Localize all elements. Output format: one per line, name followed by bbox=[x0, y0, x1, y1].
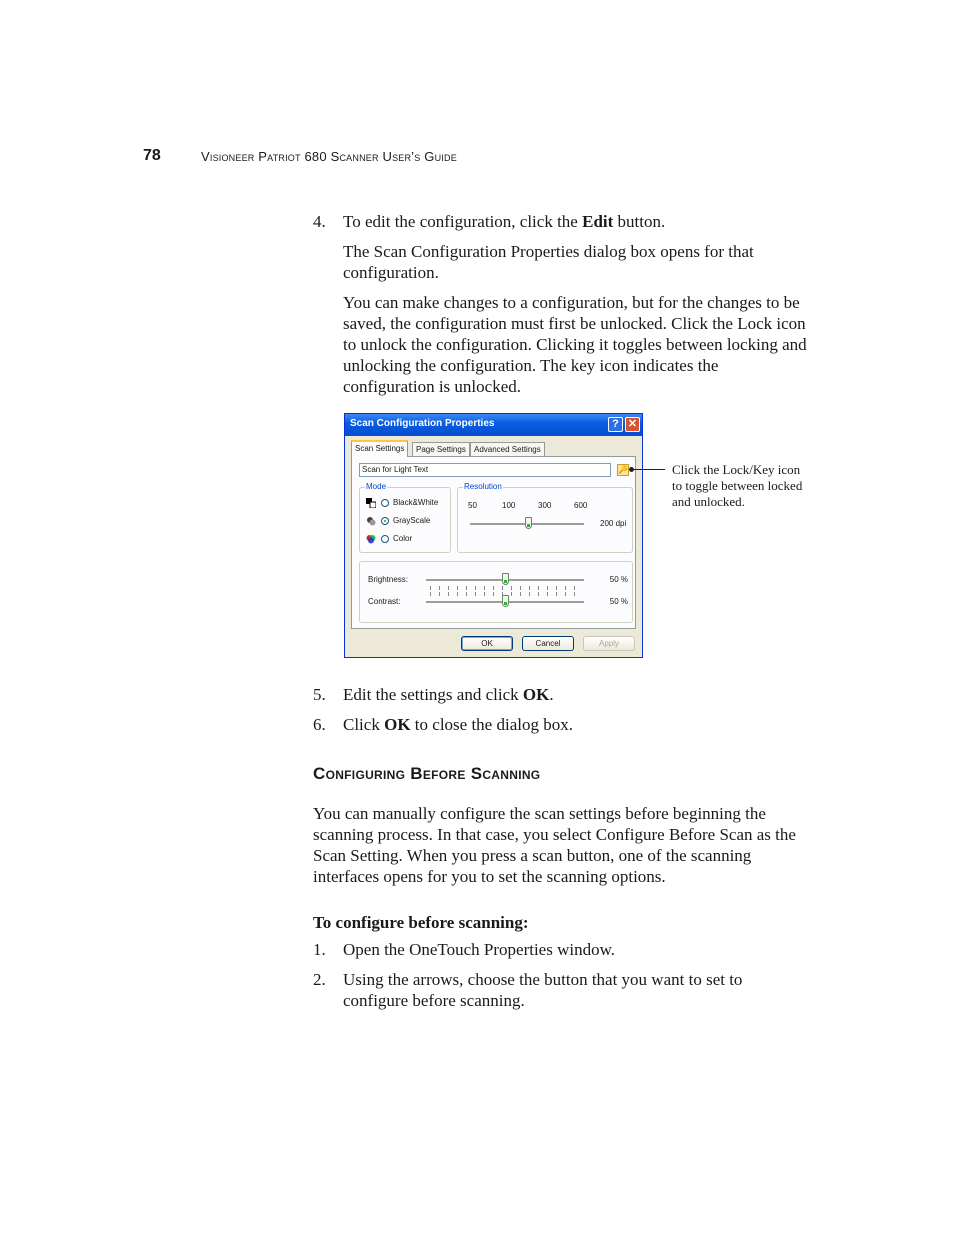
resolution-slider-thumb[interactable] bbox=[525, 517, 532, 529]
resolution-tick-label: 50 bbox=[468, 501, 477, 510]
section-heading: Configuring Before Scanning bbox=[313, 764, 541, 783]
step-text: To edit the configuration, click the Edit button. bbox=[343, 212, 666, 231]
brightness-slider-thumb[interactable] bbox=[502, 573, 509, 585]
lock-key-icon[interactable]: 🔑 bbox=[618, 465, 628, 474]
help-button[interactable]: ? bbox=[608, 417, 623, 432]
tab-scan-settings[interactable]: Scan Settings bbox=[351, 440, 408, 457]
callout-line bbox=[632, 469, 665, 470]
apply-button[interactable]: Apply bbox=[583, 636, 635, 651]
brightness-ticks bbox=[430, 586, 582, 590]
step-text: Click OK to close the dialog box. bbox=[343, 715, 573, 734]
step-number: 6. bbox=[313, 715, 326, 734]
resolution-tick-label: 600 bbox=[574, 501, 588, 510]
step-2 bbox=[313, 969, 813, 1013]
resolution-value: 200 dpi bbox=[600, 519, 627, 528]
contrast-label: Contrast: bbox=[368, 597, 401, 606]
resolution-group bbox=[457, 482, 633, 553]
step-number: 4. bbox=[313, 212, 326, 231]
step-4 bbox=[313, 211, 813, 232]
step-1 bbox=[313, 939, 813, 960]
resolution-group-label: Resolution bbox=[464, 482, 502, 491]
radio-black-white[interactable] bbox=[381, 499, 389, 507]
paragraph-unlock-explanation: You can make changes to a configuration, but for the changes to be saved, the configuration must first be unlocked. Click the Lock icon to unlock the configuration. Clicking it toggles between locking and unlocking the configuration. The key icon indicates the configuration is unlocked. bbox=[343, 293, 807, 396]
configuration-name-field[interactable]: Scan for Light Text bbox=[359, 463, 611, 477]
step-text: Edit the settings and click OK. bbox=[343, 685, 554, 704]
brightness-contrast-group bbox=[359, 561, 633, 623]
paragraph-dialog-opens: The Scan Configuration Properties dialog box opens for that configuration. bbox=[343, 242, 754, 282]
mode-option-label: GrayScale bbox=[393, 516, 431, 525]
dialog-title: Scan Configuration Properties bbox=[350, 418, 495, 429]
close-button[interactable]: ✕ bbox=[625, 417, 640, 432]
mode-group bbox=[359, 482, 451, 553]
tab-page-settings[interactable]: Page Settings bbox=[412, 442, 470, 456]
radio-grayscale[interactable] bbox=[381, 517, 389, 525]
brightness-label: Brightness: bbox=[368, 575, 409, 584]
radio-color[interactable] bbox=[381, 535, 389, 543]
scan-configuration-dialog bbox=[344, 413, 643, 658]
mode-option-label: Black&White bbox=[393, 498, 439, 507]
step-text: Open the OneTouch Properties window. bbox=[343, 940, 616, 959]
procedure-heading: To configure before scanning: bbox=[313, 913, 529, 932]
contrast-value: 50 % bbox=[609, 597, 628, 606]
running-title: Visioneer Patriot 680 Scanner User’s Guide bbox=[201, 149, 457, 164]
scan-settings-panel bbox=[351, 456, 636, 629]
page-number: 78 bbox=[143, 147, 161, 164]
callout-text: Click the Lock/Key icon to toggle between locked and unlocked. bbox=[672, 462, 803, 509]
section-paragraph: You can manually configure the scan settings before beginning the scanning process. In that case, you select Configure Before Scan as the Scan Setting. When you press a scan button, one of the scanning interfaces opens for you to set the scanning options. bbox=[313, 804, 796, 886]
step-number: 1. bbox=[313, 940, 326, 959]
tab-advanced-settings[interactable]: Advanced Settings bbox=[470, 442, 545, 456]
step-5 bbox=[313, 684, 813, 705]
step-text: Using the arrows, choose the button that you want to set to configure before scanning. bbox=[343, 970, 743, 1010]
mode-group-label: Mode bbox=[366, 482, 387, 491]
step-6 bbox=[313, 714, 813, 735]
dialog-titlebar bbox=[345, 414, 642, 436]
ok-button[interactable]: OK bbox=[461, 636, 513, 651]
color-icon bbox=[366, 534, 376, 544]
brightness-value: 50 % bbox=[609, 575, 628, 584]
black-white-icon bbox=[366, 498, 376, 508]
resolution-tick-label: 300 bbox=[538, 501, 552, 510]
grayscale-icon bbox=[366, 516, 376, 526]
mode-option-label: Color bbox=[393, 534, 413, 543]
resolution-tick-label: 100 bbox=[502, 501, 516, 510]
contrast-slider-thumb[interactable] bbox=[502, 595, 509, 607]
cancel-button[interactable]: Cancel bbox=[522, 636, 574, 651]
step-number: 5. bbox=[313, 685, 326, 704]
step-number: 2. bbox=[313, 970, 326, 989]
